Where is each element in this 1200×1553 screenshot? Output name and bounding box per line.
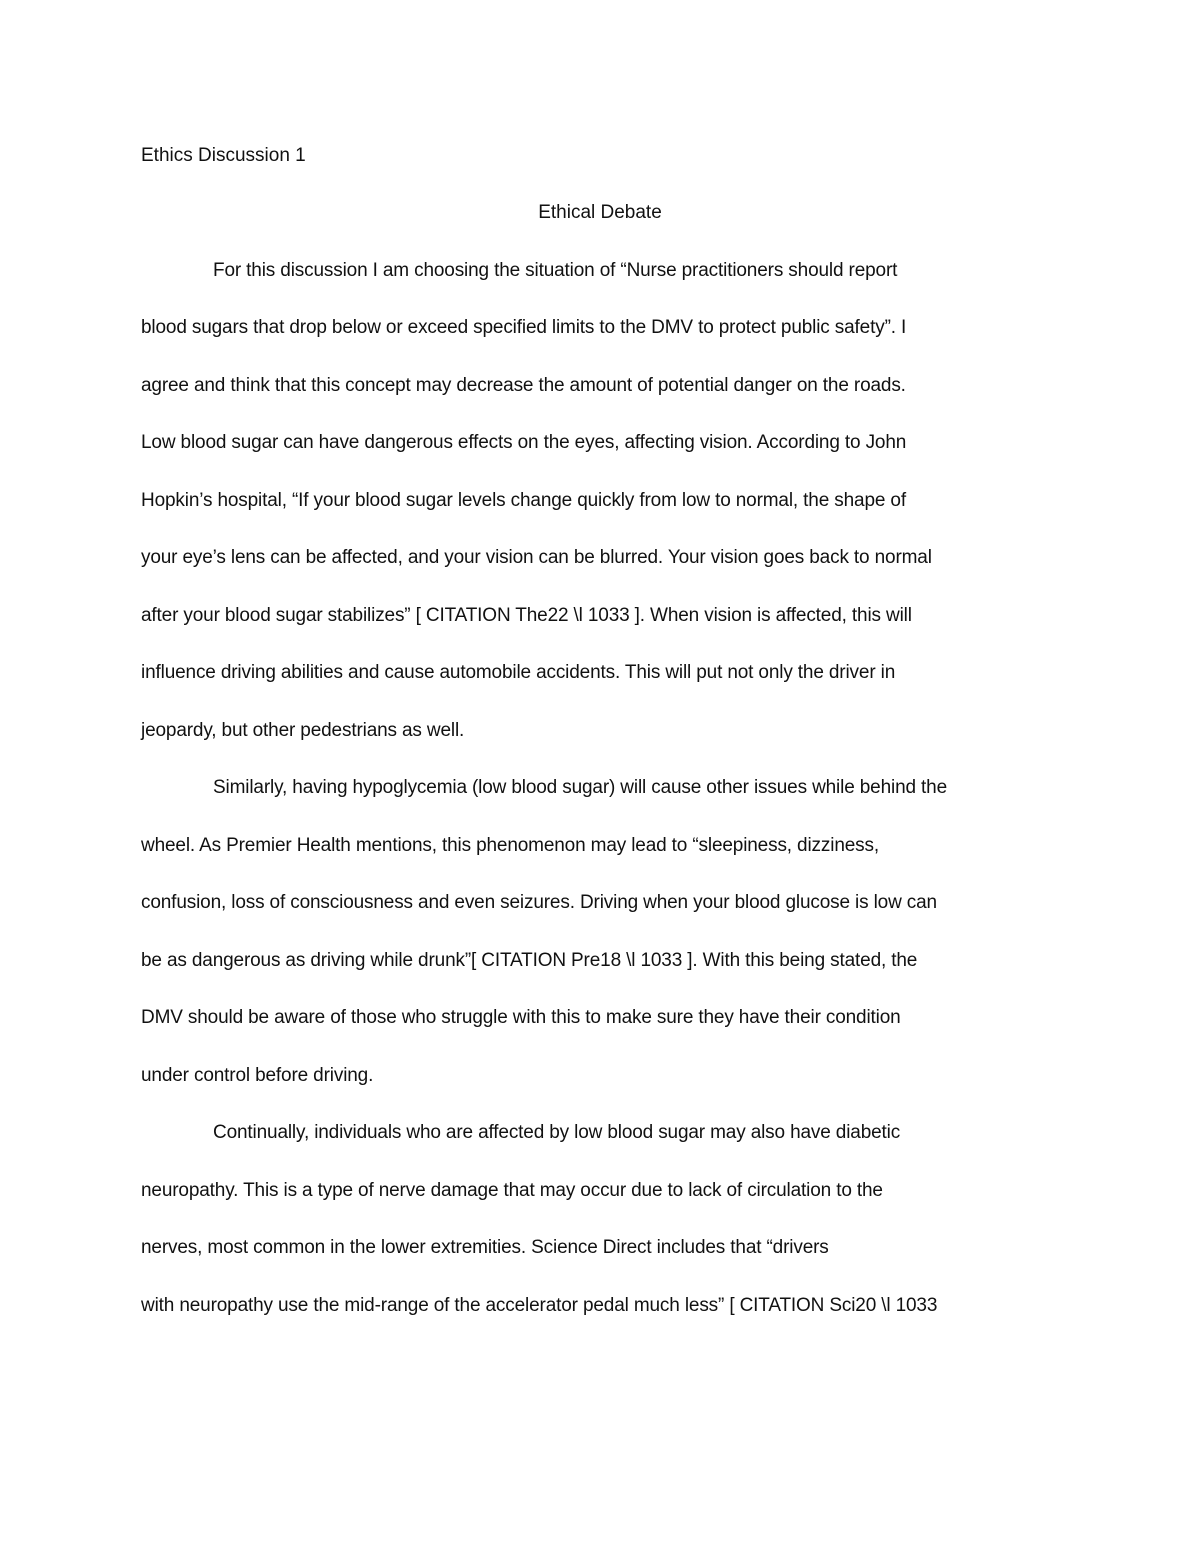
- body-line: Hopkin’s hospital, “If your blood sugar levels change quickly from low to normal, the shape of: [141, 490, 906, 511]
- body-line: under control before driving.: [141, 1065, 374, 1086]
- body-line: Low blood sugar can have dangerous effects on the eyes, affecting vision. According to John: [141, 432, 907, 453]
- body-line: For this discussion I am choosing the situation of “Nurse practitioners should report: [213, 260, 898, 281]
- document-header: Ethics Discussion 1: [141, 145, 306, 166]
- body-line: your eye’s lens can be affected, and your vision can be blurred. Your vision goes back to normal: [141, 547, 932, 568]
- body-line: nerves, most common in the lower extremities. Science Direct includes that “drivers: [141, 1237, 829, 1258]
- body-line: DMV should be aware of those who struggle with this to make sure they have their condition: [141, 1007, 901, 1028]
- body-line: blood sugars that drop below or exceed specified limits to the DMV to protect public safety”. I: [141, 317, 907, 338]
- body-line: after your blood sugar stabilizes” [ CITATION The22 \l 1033 ]. When vision is affected, this will: [141, 605, 912, 626]
- body-line: jeopardy, but other pedestrians as well.: [141, 720, 465, 741]
- document-title: Ethical Debate: [538, 202, 662, 223]
- body-line: confusion, loss of consciousness and even seizures. Driving when your blood glucose is low can: [141, 892, 937, 913]
- body-line: agree and think that this concept may decrease the amount of potential danger on the roads.: [141, 375, 906, 396]
- body-line: Continually, individuals who are affected by low blood sugar may also have diabetic: [213, 1122, 901, 1143]
- body-line: neuropathy. This is a type of nerve damage that may occur due to lack of circulation to the: [141, 1180, 883, 1201]
- body-line: be as dangerous as driving while drunk”[ CITATION Pre18 \l 1033 ]. With this being stated, the: [141, 950, 918, 971]
- body-line: with neuropathy use the mid-range of the accelerator pedal much less” [ CITATION Sci20 \l 1033: [141, 1295, 938, 1316]
- body-line: Similarly, having hypoglycemia (low blood sugar) will cause other issues while behind the: [213, 777, 947, 798]
- body-line: wheel. As Premier Health mentions, this phenomenon may lead to “sleepiness, dizziness,: [141, 835, 879, 856]
- body-line: influence driving abilities and cause automobile accidents. This will put not only the driver in: [141, 662, 896, 683]
